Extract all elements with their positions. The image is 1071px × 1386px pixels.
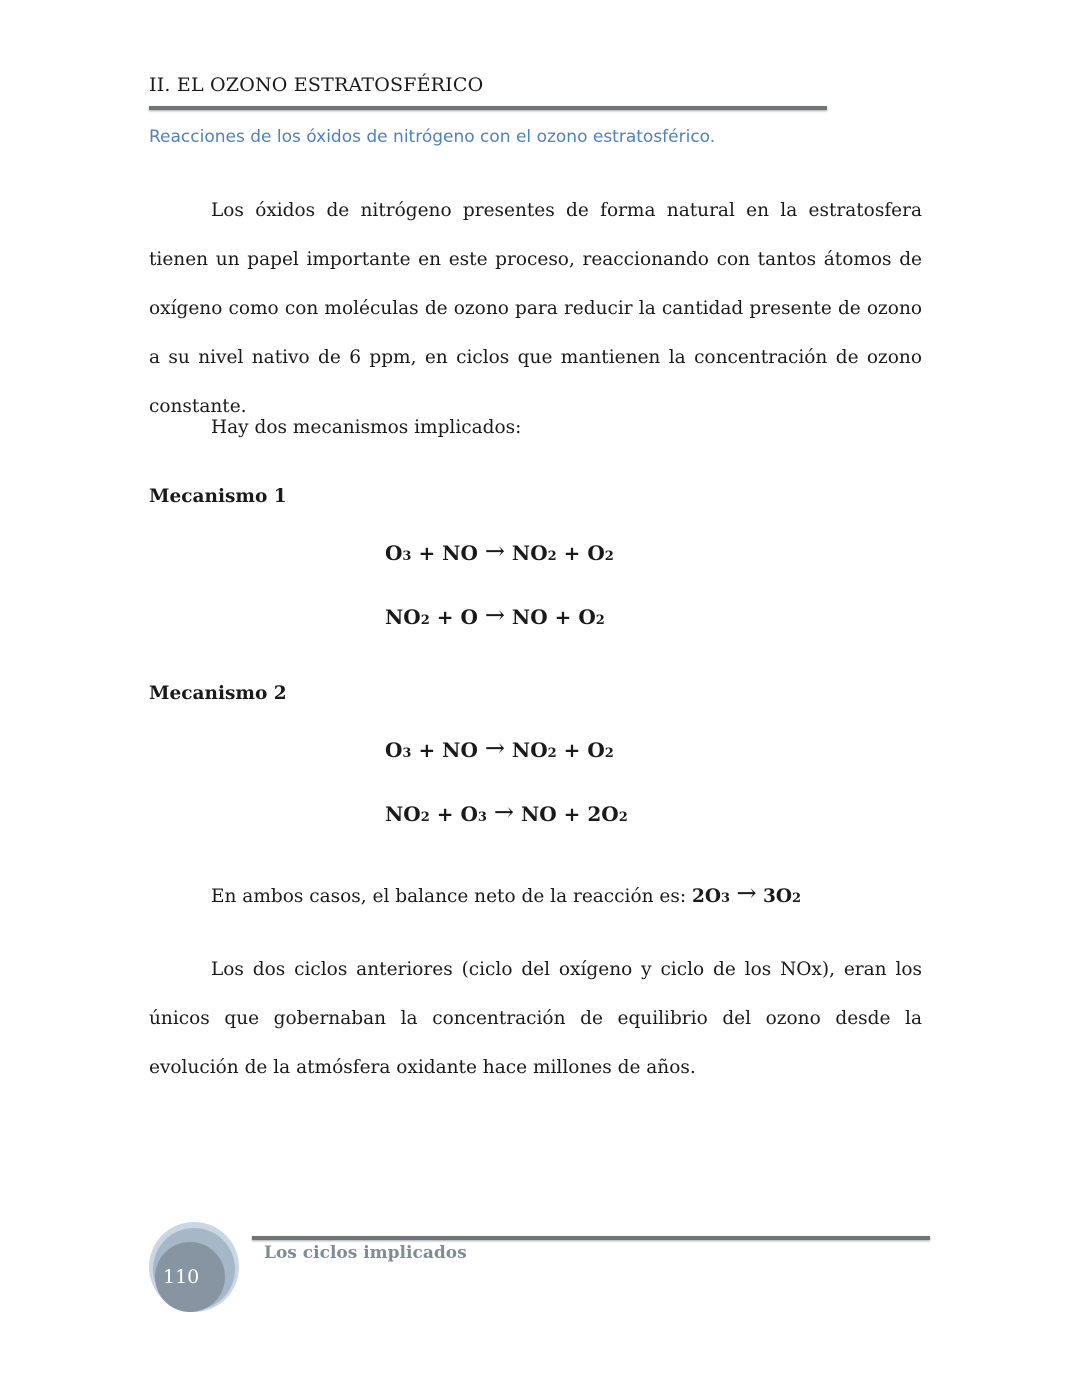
arrow-icon: → [484, 734, 505, 762]
chapter-title: II. EL OZONO ESTRATOSFÉRICO [149, 74, 484, 96]
footer-title: Los ciclos implicados [264, 1243, 467, 1263]
footer-rule [252, 1236, 930, 1240]
header-rule [149, 106, 827, 110]
balance-text: En ambos casos, el balance neto de la reacción es: [211, 886, 687, 907]
paragraph-mechanisms: Hay dos mecanismos implicados: [211, 417, 522, 438]
balance-line [211, 879, 802, 911]
mechanism-1-title: Mecanismo 1 [149, 486, 287, 507]
equation-4: NO2 + O3 → NO + 2O2 [385, 798, 628, 826]
arrow-icon: → [484, 537, 505, 565]
mechanism-2-title: Mecanismo 2 [149, 683, 287, 704]
arrow-icon: → [484, 601, 505, 629]
equation-3: O3 + NO → NO2 + O2 [385, 734, 614, 762]
net-equation: 2O3 → 3O2 [691, 879, 802, 907]
arrow-icon: → [736, 879, 757, 907]
equation-1: O3 + NO → NO2 + O2 [385, 537, 614, 565]
paragraph-conclusion: Los dos ciclos anteriores (ciclo del oxígeno y ciclo de los NOx), eran los únicos que gobernaban la concentración de equilibrio del ozono desde la evolución de la atmósfera oxidante hace millones de años. [149, 959, 922, 1078]
arrow-icon: → [493, 798, 514, 826]
equation-2: NO2 + O → NO + O2 [385, 601, 605, 629]
page-number: 110 [163, 1266, 200, 1288]
section-subtitle: Reacciones de los óxidos de nitrógeno con el ozono estratosférico. [149, 127, 716, 147]
paragraph-intro: Los óxidos de nitrógeno presentes de forma natural en la estratosfera tienen un papel importante en este proceso, reaccionando con tantos átomos de oxígeno como con moléculas de ozono para reducir la cantidad presente de ozono a su nivel nativo de 6 ppm, en ciclos que mantienen la concentración de ozono constante. [149, 200, 922, 417]
